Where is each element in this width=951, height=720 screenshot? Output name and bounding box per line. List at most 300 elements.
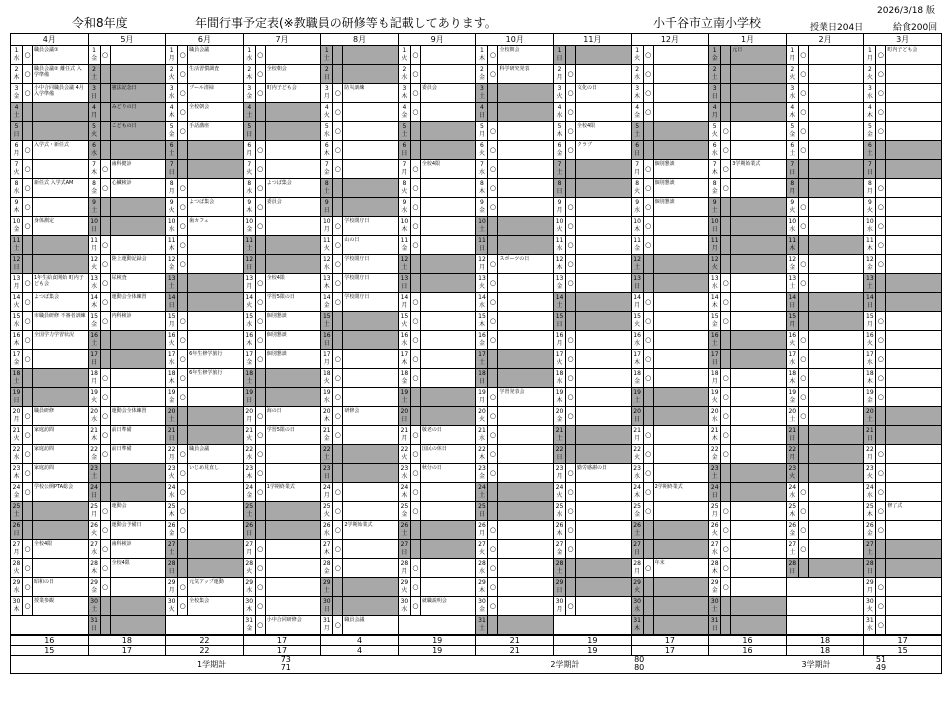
day-number: 10 木 [632, 217, 644, 235]
month-total: 15 [11, 646, 89, 655]
lunch-mark: ○ [721, 540, 731, 558]
day-number: 12 火 [89, 255, 101, 273]
lunch-mark: ○ [411, 198, 421, 216]
lunch-mark: ○ [799, 407, 809, 425]
day-number: 30 金 [476, 597, 488, 615]
event-text: 国民の休日 [421, 446, 447, 452]
weekday-label: 火 [168, 74, 175, 81]
event-text: 就職説明会 [421, 598, 447, 604]
event-text [498, 293, 553, 311]
lunch-mark: ○ [876, 369, 886, 387]
day-number: 4 土 [244, 103, 256, 121]
day-cell [89, 597, 166, 616]
day-number: 16 金 [476, 331, 488, 349]
day-number: 16 木 [244, 331, 256, 349]
event-text: 海の日 [266, 408, 282, 414]
weekday-label: 火 [401, 587, 408, 594]
day-cell [399, 369, 476, 388]
event-text [266, 255, 321, 273]
day-number: 1 月 [166, 46, 178, 64]
day-cell [166, 103, 243, 122]
month-header-9: 12月 [632, 34, 710, 45]
month-column [632, 46, 710, 635]
day-number: 7 水 [476, 160, 488, 178]
weekday-label: 木 [478, 321, 485, 328]
weekday-label: 木 [246, 207, 253, 214]
event-text [33, 103, 88, 121]
weekday-label: 火 [478, 549, 485, 556]
day-cell [554, 65, 631, 84]
month-column [709, 46, 787, 635]
event-text [343, 483, 398, 501]
event-text [111, 236, 166, 254]
lunch-mark [333, 445, 343, 463]
weekday-label: 金 [323, 435, 330, 442]
event-text: 個別懇談 [654, 161, 675, 167]
day-number: 7 火 [11, 160, 23, 178]
lunch-mark: ○ [876, 388, 886, 406]
day-number: 25 木 [864, 502, 876, 520]
day-number: 24 木 [399, 483, 411, 501]
page-title: 年間行事予定表(※教職員の研修等も記載してあります。 [195, 16, 497, 30]
event-text [421, 179, 476, 197]
day-cell [399, 293, 476, 312]
event-text: 年末 [654, 560, 665, 566]
lunch-mark: ○ [333, 502, 343, 520]
day-cell [864, 559, 941, 578]
event-text [111, 597, 166, 615]
day-number: 7 日 [864, 160, 876, 178]
event-text [654, 46, 709, 64]
lunch-mark: ○ [101, 407, 111, 425]
day-cell [11, 236, 88, 255]
day-cell [166, 84, 243, 103]
day-cell [321, 103, 398, 122]
weekday-label: 月 [634, 302, 641, 309]
day-cell [632, 179, 709, 198]
day-cell [89, 84, 166, 103]
weekday-label: 金 [789, 530, 796, 537]
day-number: 25 土 [244, 502, 256, 520]
weekday-label: 木 [634, 226, 641, 233]
lunch-mark [644, 255, 654, 273]
event-text: 身体測定 [34, 218, 55, 224]
lunch-mark: ○ [178, 312, 188, 330]
event-text [809, 502, 864, 520]
day-cell [476, 483, 553, 502]
weekday-label: 木 [556, 530, 563, 537]
day-cell [554, 407, 631, 426]
lunch-mark [178, 559, 188, 577]
lunch-mark: ○ [721, 445, 731, 463]
event-text: クラブ [577, 142, 593, 148]
lunch-mark [876, 274, 886, 292]
day-number: 15 火 [632, 312, 644, 330]
weekday-label: 火 [13, 169, 20, 176]
event-text [654, 236, 709, 254]
event-text [111, 578, 166, 596]
lunch-mark [333, 331, 343, 349]
day-cell [632, 407, 709, 426]
weekday-label: 木 [246, 606, 253, 613]
day-number: 25 木 [787, 502, 799, 520]
day-number: 4 水 [554, 103, 566, 121]
day-number: 23 水 [399, 464, 411, 482]
event-text [886, 445, 941, 463]
lunch-mark [411, 141, 421, 159]
day-cell [709, 217, 786, 236]
day-cell [709, 388, 786, 407]
day-cell [89, 407, 166, 426]
month-column [476, 46, 554, 635]
day-cell [787, 540, 864, 559]
weekday-label: 月 [323, 226, 330, 233]
event-text [33, 122, 88, 140]
lunch-mark: ○ [566, 540, 576, 558]
event-text [576, 597, 631, 615]
day-number: 23 月 [554, 464, 566, 482]
day-number: 3 月 [321, 84, 333, 102]
event-text [731, 274, 786, 292]
weekday-label: 水 [478, 568, 485, 575]
day-number: 10 水 [166, 217, 178, 235]
day-number: 14 土 [554, 293, 566, 311]
event-text [498, 426, 553, 444]
weekday-label: 火 [168, 207, 175, 214]
lunch-mark [644, 540, 654, 558]
event-text: 運動会全体練習 [111, 294, 147, 300]
lunch-mark: ○ [23, 293, 33, 311]
day-number: 6 土 [166, 141, 178, 159]
lunch-mark: ○ [721, 312, 731, 330]
event-text: 学校閉庁日 [344, 218, 370, 224]
day-cell [554, 559, 631, 578]
lunch-mark: ○ [178, 331, 188, 349]
day-cell [476, 445, 553, 464]
day-cell [11, 445, 88, 464]
event-text [809, 141, 864, 159]
event-text: 全国学力学習状況 [34, 332, 75, 338]
day-cell [709, 407, 786, 426]
day-cell [244, 464, 321, 483]
weekday-label: 日 [789, 435, 796, 442]
weekday-label: 火 [246, 568, 253, 575]
fiscal-year: 令和8年度 [72, 16, 128, 30]
day-number: 1 水 [244, 46, 256, 64]
weekday-label: 水 [556, 112, 563, 119]
event-text [498, 217, 553, 235]
day-cell [709, 103, 786, 122]
event-text [266, 103, 321, 121]
lunch-mark: ○ [256, 331, 266, 349]
lunch-mark [721, 331, 731, 349]
event-text [421, 350, 476, 368]
day-number: 7 金 [321, 160, 333, 178]
day-number: 2 水 [399, 65, 411, 83]
lunch-mark: ○ [256, 293, 266, 311]
day-cell [632, 122, 709, 141]
day-cell [11, 483, 88, 502]
day-cell [399, 445, 476, 464]
month-column [11, 46, 89, 635]
day-cell [864, 369, 941, 388]
lunch-mark: ○ [101, 445, 111, 463]
weekday-label: 火 [634, 321, 641, 328]
lunch-mark: ○ [23, 483, 33, 501]
lunch-mark [799, 426, 809, 444]
event-text: 全校4限 [421, 161, 441, 167]
weekday-label: 木 [789, 378, 796, 385]
event-text [576, 502, 631, 520]
weekday-label: 土 [556, 169, 563, 176]
day-number: 6 日 [399, 141, 411, 159]
event-text [266, 521, 321, 539]
event-text [809, 559, 864, 577]
day-cell [787, 141, 864, 160]
event-text [809, 350, 864, 368]
weekday-label: 金 [91, 55, 98, 62]
day-cell [166, 179, 243, 198]
day-cell [554, 274, 631, 293]
weekday-label: 水 [246, 188, 253, 195]
weekday-label: 日 [556, 454, 563, 461]
day-number: 15 日 [554, 312, 566, 330]
event-text [731, 388, 786, 406]
weekday-label: 金 [13, 226, 20, 233]
lunch-mark [721, 597, 731, 615]
lunch-mark [721, 255, 731, 273]
day-number: 22 火 [632, 445, 644, 463]
weekday-label: 金 [556, 549, 563, 556]
day-cell [476, 350, 553, 369]
weekday-label: 土 [13, 245, 20, 252]
day-number: 27 土 [787, 540, 799, 558]
day-cell [244, 122, 321, 141]
event-text: 学習発表会 [499, 389, 525, 395]
day-number: 1 火 [632, 46, 644, 64]
day-number: 10 火 [554, 217, 566, 235]
lunch-mark [566, 445, 576, 463]
lunch-mark: ○ [178, 255, 188, 273]
month-header-12: 3月 [896, 35, 910, 44]
day-cell [89, 350, 166, 369]
event-text [654, 445, 709, 463]
lunch-mark [644, 597, 654, 615]
lunch-mark: ○ [876, 616, 886, 634]
day-cell [244, 502, 321, 521]
day-cell [476, 160, 553, 179]
event-text [886, 578, 941, 596]
lunch-mark: ○ [721, 578, 731, 596]
weekday-label: 月 [634, 435, 641, 442]
event-text [576, 65, 631, 83]
lunch-mark: ○ [178, 597, 188, 615]
day-number: 9 火 [787, 198, 799, 216]
lunch-mark: ○ [178, 84, 188, 102]
lunch-mark: ○ [411, 597, 421, 615]
day-number: 10 水 [787, 217, 799, 235]
event-text [886, 84, 941, 102]
day-number: 25 日 [476, 502, 488, 520]
event-text [188, 293, 243, 311]
version-label: 2026/3/18 版 [877, 6, 936, 16]
event-text [576, 426, 631, 444]
lunch-mark: ○ [101, 369, 111, 387]
day-cell [476, 407, 553, 426]
day-number: 30 日 [321, 597, 333, 615]
event-text [809, 122, 864, 140]
event-text: 新任式 入学式AM [34, 180, 74, 186]
day-cell [166, 350, 243, 369]
event-text [343, 369, 398, 387]
day-cell [166, 255, 243, 274]
day-cell [476, 578, 553, 597]
event-text [498, 160, 553, 178]
weekday-label: 火 [634, 587, 641, 594]
lunch-mark [333, 65, 343, 83]
day-number: 31 日 [89, 616, 101, 634]
weekday-label: 木 [556, 397, 563, 404]
day-number: 8 月 [864, 179, 876, 197]
weekday-label: 火 [634, 454, 641, 461]
event-text: 学校閉庁日 [344, 256, 370, 262]
event-text [654, 597, 709, 615]
day-cell [554, 217, 631, 236]
lunch-mark: ○ [411, 578, 421, 596]
weekday-label: 土 [13, 112, 20, 119]
weekday-label: 月 [246, 416, 253, 423]
lunch-mark: ○ [256, 141, 266, 159]
event-text [343, 312, 398, 330]
day-number: 22 金 [89, 445, 101, 463]
lunch-mark: ○ [411, 445, 421, 463]
month-total: 17 [897, 636, 908, 645]
event-text [576, 445, 631, 463]
event-text [343, 540, 398, 558]
event-text [886, 312, 941, 330]
event-text: 家庭訪問 [34, 427, 55, 433]
lunch-mark: ○ [644, 236, 654, 254]
weekday-label: 金 [711, 55, 718, 62]
day-number: 15 水 [11, 312, 23, 330]
event-text [731, 141, 786, 159]
month-column [244, 46, 322, 635]
weekday-label: 水 [13, 188, 20, 195]
day-cell [11, 559, 88, 578]
day-cell [476, 198, 553, 217]
lunch-mark: ○ [333, 160, 343, 178]
weekday-label: 金 [789, 397, 796, 404]
event-text [33, 502, 88, 520]
weekday-label: 木 [401, 492, 408, 499]
day-cell [11, 122, 88, 141]
event-text [809, 540, 864, 558]
day-number: 29 金 [709, 578, 721, 596]
event-text [576, 274, 631, 292]
event-text [266, 369, 321, 387]
weekday-label: 月 [556, 606, 563, 613]
day-cell [554, 141, 631, 160]
weekday-label: 金 [634, 112, 641, 119]
day-cell [787, 122, 864, 141]
day-number: 24 水 [166, 483, 178, 501]
event-text: 全校朝会 [266, 66, 287, 72]
event-text [576, 179, 631, 197]
lunch-mark: ○ [876, 464, 886, 482]
event-text: 6年生修学旅行 [189, 370, 223, 376]
day-number: 17 金 [11, 350, 23, 368]
weekday-label: 木 [634, 492, 641, 499]
event-text: 運動会予備日 [111, 522, 142, 528]
day-cell [787, 483, 864, 502]
day-number: 15 水 [244, 312, 256, 330]
day-number: 5 金 [787, 122, 799, 140]
day-number: 18 月 [89, 369, 101, 387]
lunch-mark: ○ [178, 578, 188, 596]
weekday-label: 土 [168, 283, 175, 290]
event-text [654, 122, 709, 140]
month-total: 17 [632, 636, 710, 645]
weekday-label: 土 [556, 435, 563, 442]
event-text [654, 312, 709, 330]
weekday-label: 金 [866, 397, 873, 404]
day-cell [399, 274, 476, 293]
event-text [188, 179, 243, 197]
weekday-label: 火 [323, 378, 330, 385]
lunch-mark: ○ [178, 483, 188, 501]
weekday-label: 日 [789, 568, 796, 575]
month-total: 17 [89, 646, 167, 655]
event-text [809, 369, 864, 387]
day-number: 14 火 [11, 293, 23, 311]
day-number: 18 木 [166, 369, 178, 387]
weekday-label: 日 [478, 112, 485, 119]
event-text [576, 103, 631, 121]
event-text: 前日準備 [111, 446, 132, 452]
weekday-label: 木 [866, 245, 873, 252]
lunch-mark: ○ [721, 521, 731, 539]
event-text [809, 65, 864, 83]
weekday-label: 日 [866, 435, 873, 442]
lunch-mark: ○ [488, 198, 498, 216]
weekday-label: 金 [323, 302, 330, 309]
month-header-6: 9月 [399, 34, 477, 45]
weekday-label: 日 [478, 245, 485, 252]
event-text: 運動会全体練習 [111, 408, 147, 414]
lunch-mark: ○ [256, 616, 266, 634]
day-number: 12 火 [709, 255, 721, 273]
lunch-mark: ○ [23, 426, 33, 444]
lunch-mark [721, 350, 731, 368]
lunch-mark [333, 464, 343, 482]
event-text: 職員会議 [189, 446, 210, 452]
lunch-mark [799, 559, 809, 577]
day-number: 21 木 [89, 426, 101, 444]
event-text [809, 103, 864, 121]
weekday-label: 水 [866, 93, 873, 100]
weekday-label: 木 [478, 55, 485, 62]
event-text [343, 445, 398, 463]
event-text: 個別懇談 [266, 332, 287, 338]
day-cell [554, 540, 631, 559]
weekday-label: 土 [711, 340, 718, 347]
event-text [343, 578, 398, 596]
event-text [498, 483, 553, 501]
day-cell [244, 217, 321, 236]
weekday-label: 水 [246, 321, 253, 328]
day-cell [244, 179, 321, 198]
weekday-label: 金 [323, 169, 330, 176]
